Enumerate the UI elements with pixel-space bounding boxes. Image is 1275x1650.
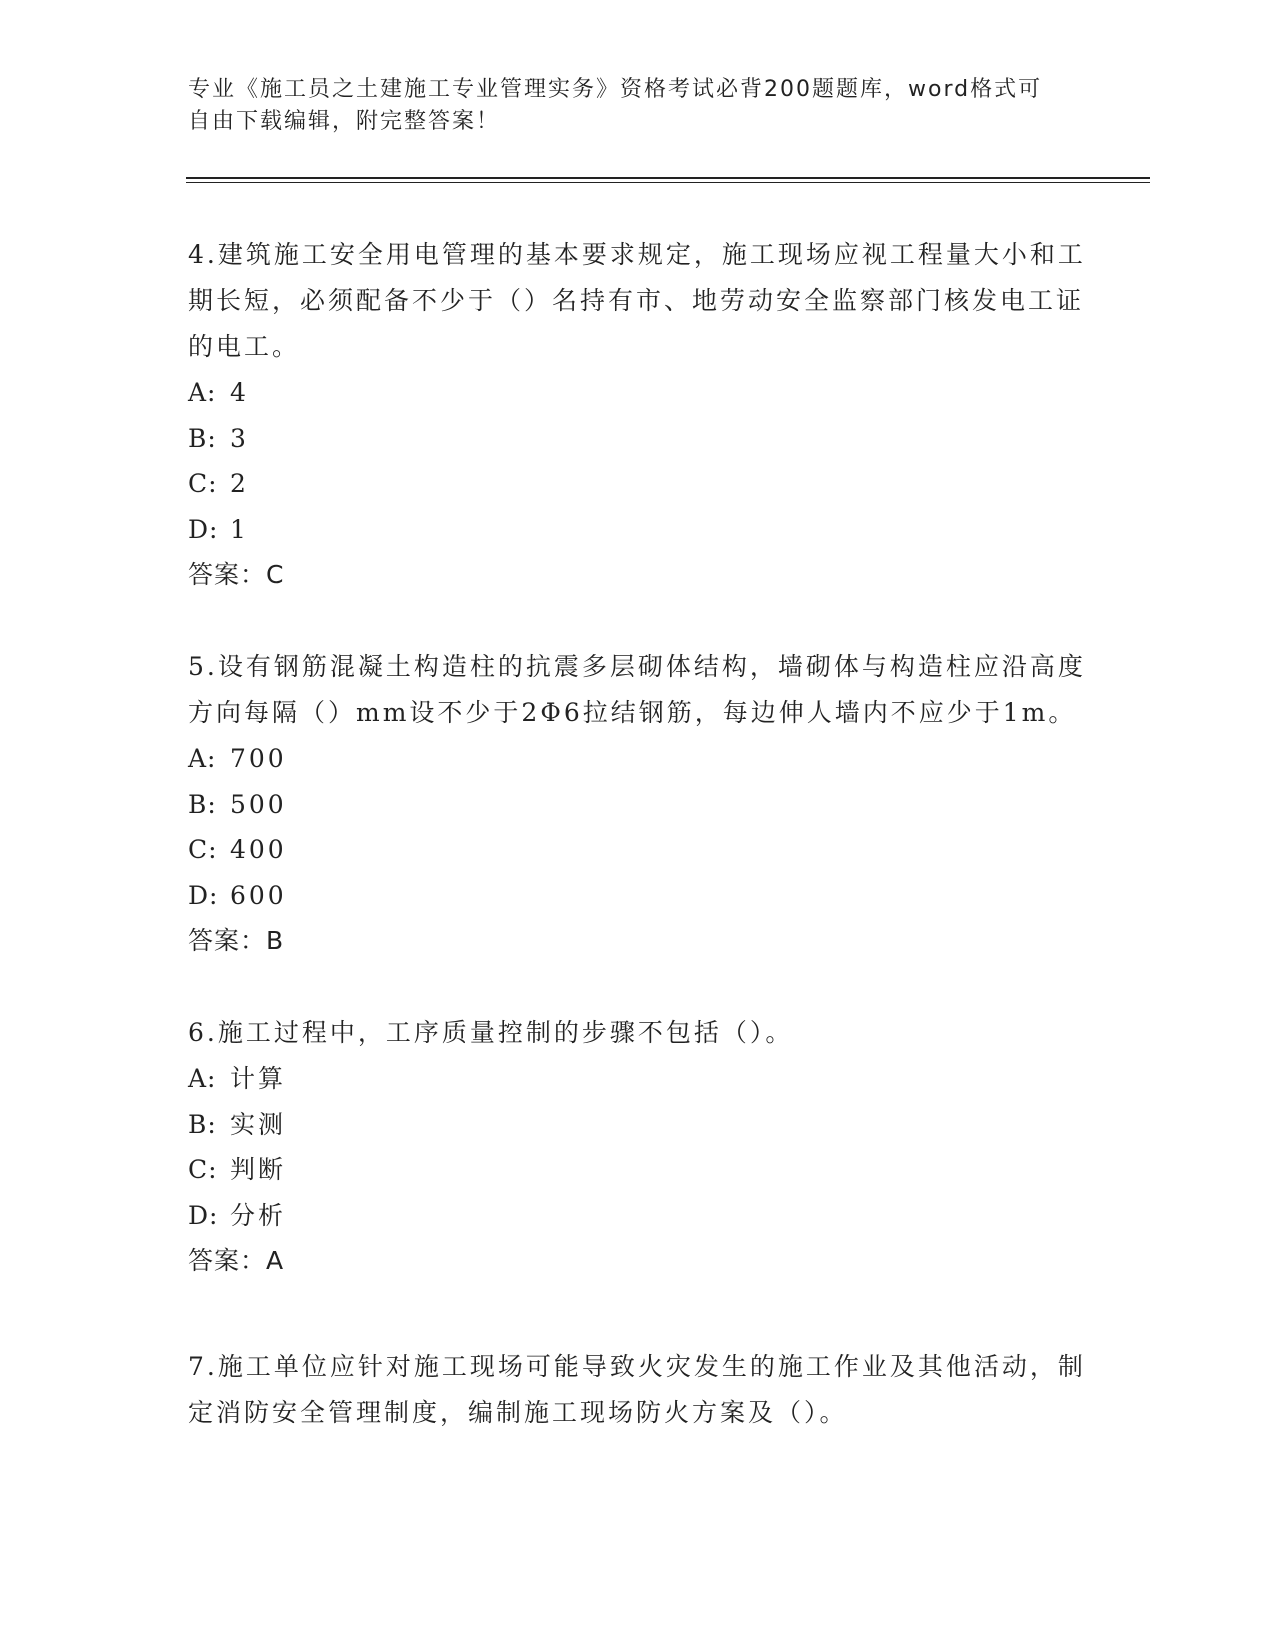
option-d [188,1193,1088,1239]
option-value: 700 [230,744,287,773]
question-text: 5.设有钢筋混凝土构造柱的抗震多层砌体结构，墙砌体与构造柱应沿高度方向每隔（）mm设不少于2Φ6拉结钢筋，每边伸人墙内不应少于1m。 [188,652,1086,727]
question-text: 4.建筑施工安全用电管理的基本要求规定，施工现场应视工程量大小和工期长短，必须配备不少于（）名持有市、地劳动安全监察部门核发电工证的电工。 [188,240,1086,361]
option-letter: C: [188,1155,218,1184]
question-text: 6.施工过程中，工序质量控制的步骤不包括（）。 [188,1018,794,1047]
option-letter: C: [188,835,218,864]
answer: 答案：C [188,560,285,589]
option-b [188,1102,1088,1148]
document-header [188,74,1068,138]
option-c [188,461,1088,507]
option-c [188,1147,1088,1193]
option-value: 分析 [230,1200,287,1230]
option-letter: C: [188,469,218,498]
question-7 [188,1344,1088,1436]
option-value: 实测 [230,1109,287,1139]
header-line-1: 专业《施工员之土建施工专业管理实务》资格考试必背200题题库，word格式可 [188,77,1043,102]
option-letter: B: [188,789,217,819]
option-letter: D: [188,1200,219,1230]
option-letter: B: [188,423,217,453]
option-d [188,507,1088,553]
question-text: 7.施工单位应针对施工现场可能导致火灾发生的施工作业及其他活动，制定消防安全管理制度，编制施工现场防火方案及（）。 [188,1352,1086,1427]
option-letter: A: [188,744,217,773]
option-c [188,827,1088,873]
option-letter: D: [188,514,219,544]
question-list [188,232,1088,1436]
option-letter: B: [188,1109,217,1139]
option-value: 600 [230,880,287,910]
option-letter: A: [188,378,217,407]
option-value: 1 [230,514,249,544]
option-value: 计算 [230,1064,287,1093]
question-5 [188,644,1088,964]
option-a [188,370,1088,416]
option-value: 500 [230,789,287,819]
option-b [188,416,1088,462]
option-value: 400 [230,835,287,864]
option-a [188,736,1088,782]
question-4 [188,232,1088,598]
option-letter: A: [188,1064,217,1093]
option-value: 3 [230,423,249,453]
header-line-2: 自由下载编辑，附完整答案！ [188,109,501,134]
option-d [188,873,1088,919]
option-value: 2 [230,469,249,498]
option-value: 4 [230,378,249,407]
question-6 [188,1010,1088,1284]
answer: 答案：A [188,1246,285,1275]
option-b [188,782,1088,828]
option-a [188,1056,1088,1102]
answer: 答案：B [188,926,285,955]
option-value: 判断 [230,1155,287,1184]
header-divider-thin [186,182,1150,183]
header-divider-thick [186,177,1150,179]
option-letter: D: [188,880,219,910]
